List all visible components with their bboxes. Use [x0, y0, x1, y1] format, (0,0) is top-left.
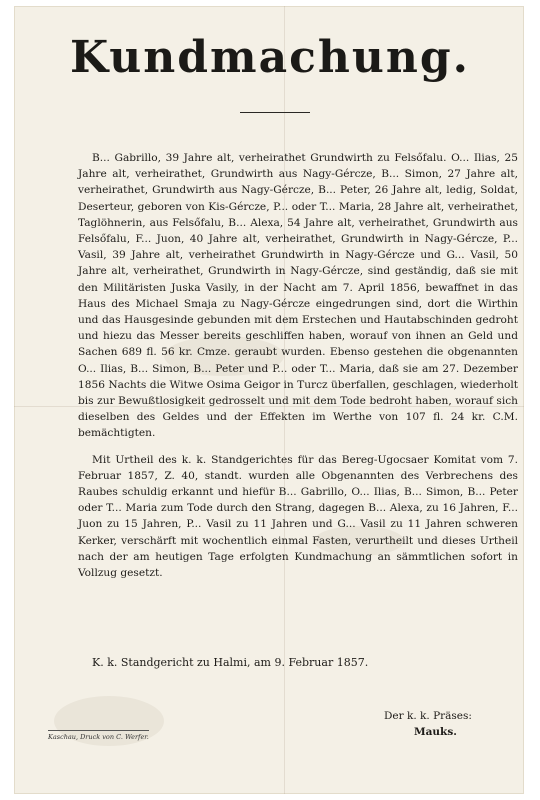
body-paragraph-1: B... Gabrillo, 39 Jahre alt, verheirathet Grundwirth zu Felsőfalu. O... Ilias, 25 Jahre alt, verheirathet, Grundwirth aus Nagy-Gércze, B... Simon, 27 Jahre alt, verheirathet, Grundwirth aus Nagy-Gércze, B... Peter, 26 Jahre alt, ledig, Soldat, Deserteur, geboren von Kis-Gércze, P... oder T... Maria, 28 Jahre alt, verheirathet, Taglöhnerin, aus Felsőfalu, B... Alexa, 54 Jahre alt, verheirathet, Grundwirth aus Felsőfalu, F... Juon, 40 Jahre alt, verheirathet, Grundwirth in Nagy-Gércze, P... Vasil, 39 Jahre alt, verheirathet Grundwirth in Nagy-Gércze und G... Vasil, 50 Jahre alt, verheirathet, Grundwirth in Nagy-Gércze, sind geständig, daß sie mit den Militäristen Juska Vasily, in der Nacht am 7. April 1856, bewaffnet in das Haus des Michael Smaja zu Nagy-Gércze eingedrungen sind, dort die Wirthin und das Hausgesinde gebunden mit dem Erstechen und Hautabschinden gedroht und hiezu das Messer bereits geschliffen haben, worauf von ihnen an Geld und Sachen 689 fl. 56 kr. Cmze. geraubt wurden. Ebenso gestehen die obgenannten O... Ilias, B... Simon, B... Peter und P... oder T... Maria, daß sie am 27. Dezember 1856 Nachts die Witwe Osima Geigor in Turcz überfallen, geschlagen, wiederholt bis zur Bewußtlosigkeit gedrosselt und mit dem Tode bedroht haben, worauf sich dieselben des Geldes und der Effekten im Werthe von 107 fl. 24 kr. C.M. bemächtigten.	[78, 152, 518, 440]
title-divider	[240, 112, 310, 113]
document-title: Kundmachung.	[70, 32, 470, 83]
body-paragraph-2: Mit Urtheil des k. k. Standgerichtes für das Bereg-Ugocsaer Komitat vom 7. Februar 1857, Z. 40, standt. wurden alle Obgenannten des Verbrechens des Raubes schuldig erkannt und hiefür B... Gabrillo, O... Ilias, B... Simon, B... Peter oder T... Maria zum Tode durch den Strang, dagegen B... Alexa, zu 16 Jahren, F... Juon zu 15 Jahren, P... Vasil zu 11 Jahren und G... Vasil zu 11 Jahren schweren Kerker, verschärft mit wochentlich einmal Fasten, verurtheilt und dieses Urtheil nach der am heutigen Tage erfolgten Kundmachung an sämmtlichen sofort in Vollzug gesetzt.	[78, 453, 518, 580]
document-body	[78, 150, 518, 581]
signature-title: Der k. k. Präses:	[384, 710, 472, 722]
court-closing-line: K. k. Standgericht zu Halmi, am 9. Februar 1857.	[92, 656, 369, 669]
signature-name: Mauks.	[414, 726, 457, 738]
printer-imprint: Kaschau, Druck von C. Werfer.	[48, 730, 149, 741]
signature-block	[384, 708, 504, 740]
